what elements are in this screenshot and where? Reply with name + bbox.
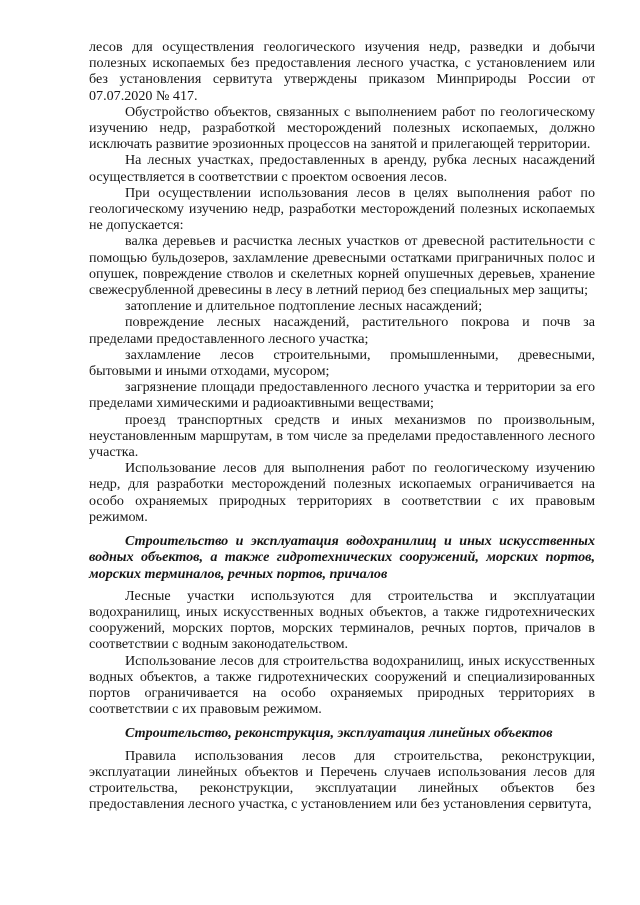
section-heading-reservoirs: Строительство и эксплуатация водохранилищ и иных искусственных водных объектов, а также гидротехнических сооружений, морских портов, морских терминалов, речных портов, причалов bbox=[89, 533, 595, 582]
paragraph-protected-areas-geology: Использование лесов для выполнения работ по геологическому изучению недр, для разработки месторождений полезных ископаемых ограничивается на особо охраняемых природных территориях в соответствии с их правовым режимом. bbox=[89, 460, 595, 525]
paragraph-geology-rules-continuation: лесов для осуществления геологического изучения недр, разведки и добычи полезных ископаемых без предоставления лесного участка, с установлением или без установления сервитута утверждены приказом Минприроды России от 07.07.2020 № 417. bbox=[89, 39, 595, 104]
document-page bbox=[89, 39, 595, 812]
list-item-littering: захламление лесов строительными, промышленными, древесными, бытовыми и иными отходами, мусором; bbox=[89, 346, 595, 380]
list-item-bulldozer-clearing: валка деревьев и расчистка лесных участков от древесной растительности с помощью бульдозеров, захламление древесными остатками приграничных полос и опушек, повреждение стволов и скелетных корней опушечных деревьев, хранение свежесрубленной древесины в лесу в летний период без специальных мер защиты; bbox=[89, 233, 595, 299]
paragraph-lease-felling: На лесных участках, предоставленных в аренду, рубка лесных насаждений осуществляется в соответствии с проектом освоения лесов. bbox=[89, 152, 595, 185]
paragraph-prohibitions-intro: При осуществлении использования лесов в целях выполнения работ по геологическому изучению недр, разработки месторождений полезных ископаемых не допускается: bbox=[89, 184, 595, 234]
section-heading-linear-objects: Строительство, реконструкция, эксплуатация линейных объектов bbox=[125, 725, 553, 742]
paragraph-reservoirs-use: Лесные участки используются для строительства и эксплуатации водохранилищ, иных искусственных водных объектов, а также гидротехнических сооружений, морских портов, морских терминалов, речных портов, причалов в соответствии с водным законодательством. bbox=[89, 587, 595, 653]
list-item-pollution: загрязнение площади предоставленного лесного участка и территории за его пределами химическими и радиоактивными веществами; bbox=[89, 379, 595, 412]
paragraph-linear-objects-rules: Правила использования лесов для строительства, реконструкции, эксплуатации линейных объектов и Перечень случаев использования лесов для строительства, реконструкции, эксплуатации линейных объектов без предоставления лесного участка, с установлением или без установления сервитута, bbox=[89, 747, 595, 813]
list-item-flooding: затопление и длительное подтопление лесных насаждений; bbox=[125, 298, 483, 315]
list-item-damage-outside-plot: повреждение лесных насаждений, растительного покрова и почв за пределами предоставленного лесного участка; bbox=[89, 314, 595, 347]
paragraph-erosion-prevention: Обустройство объектов, связанных с выполнением работ по геологическому изучению недр, разработкой месторождений полезных ископаемых, должно исключать развитие эрозионных процессов на занятой и прилегающей территории. bbox=[89, 103, 595, 153]
list-item-vehicle-passage: проезд транспортных средств и иных механизмов по произвольным, неустановленным маршрутам, в том числе за пределами предоставленного лесного участка. bbox=[89, 411, 595, 461]
paragraph-reservoirs-restriction: Использование лесов для строительства водохранилищ, иных искусственных водных объектов, а также гидротехнических сооружений и специализированных портов ограничивается на особо охраняемых природных территориях в соответствии с их правовым режимом. bbox=[89, 652, 595, 718]
